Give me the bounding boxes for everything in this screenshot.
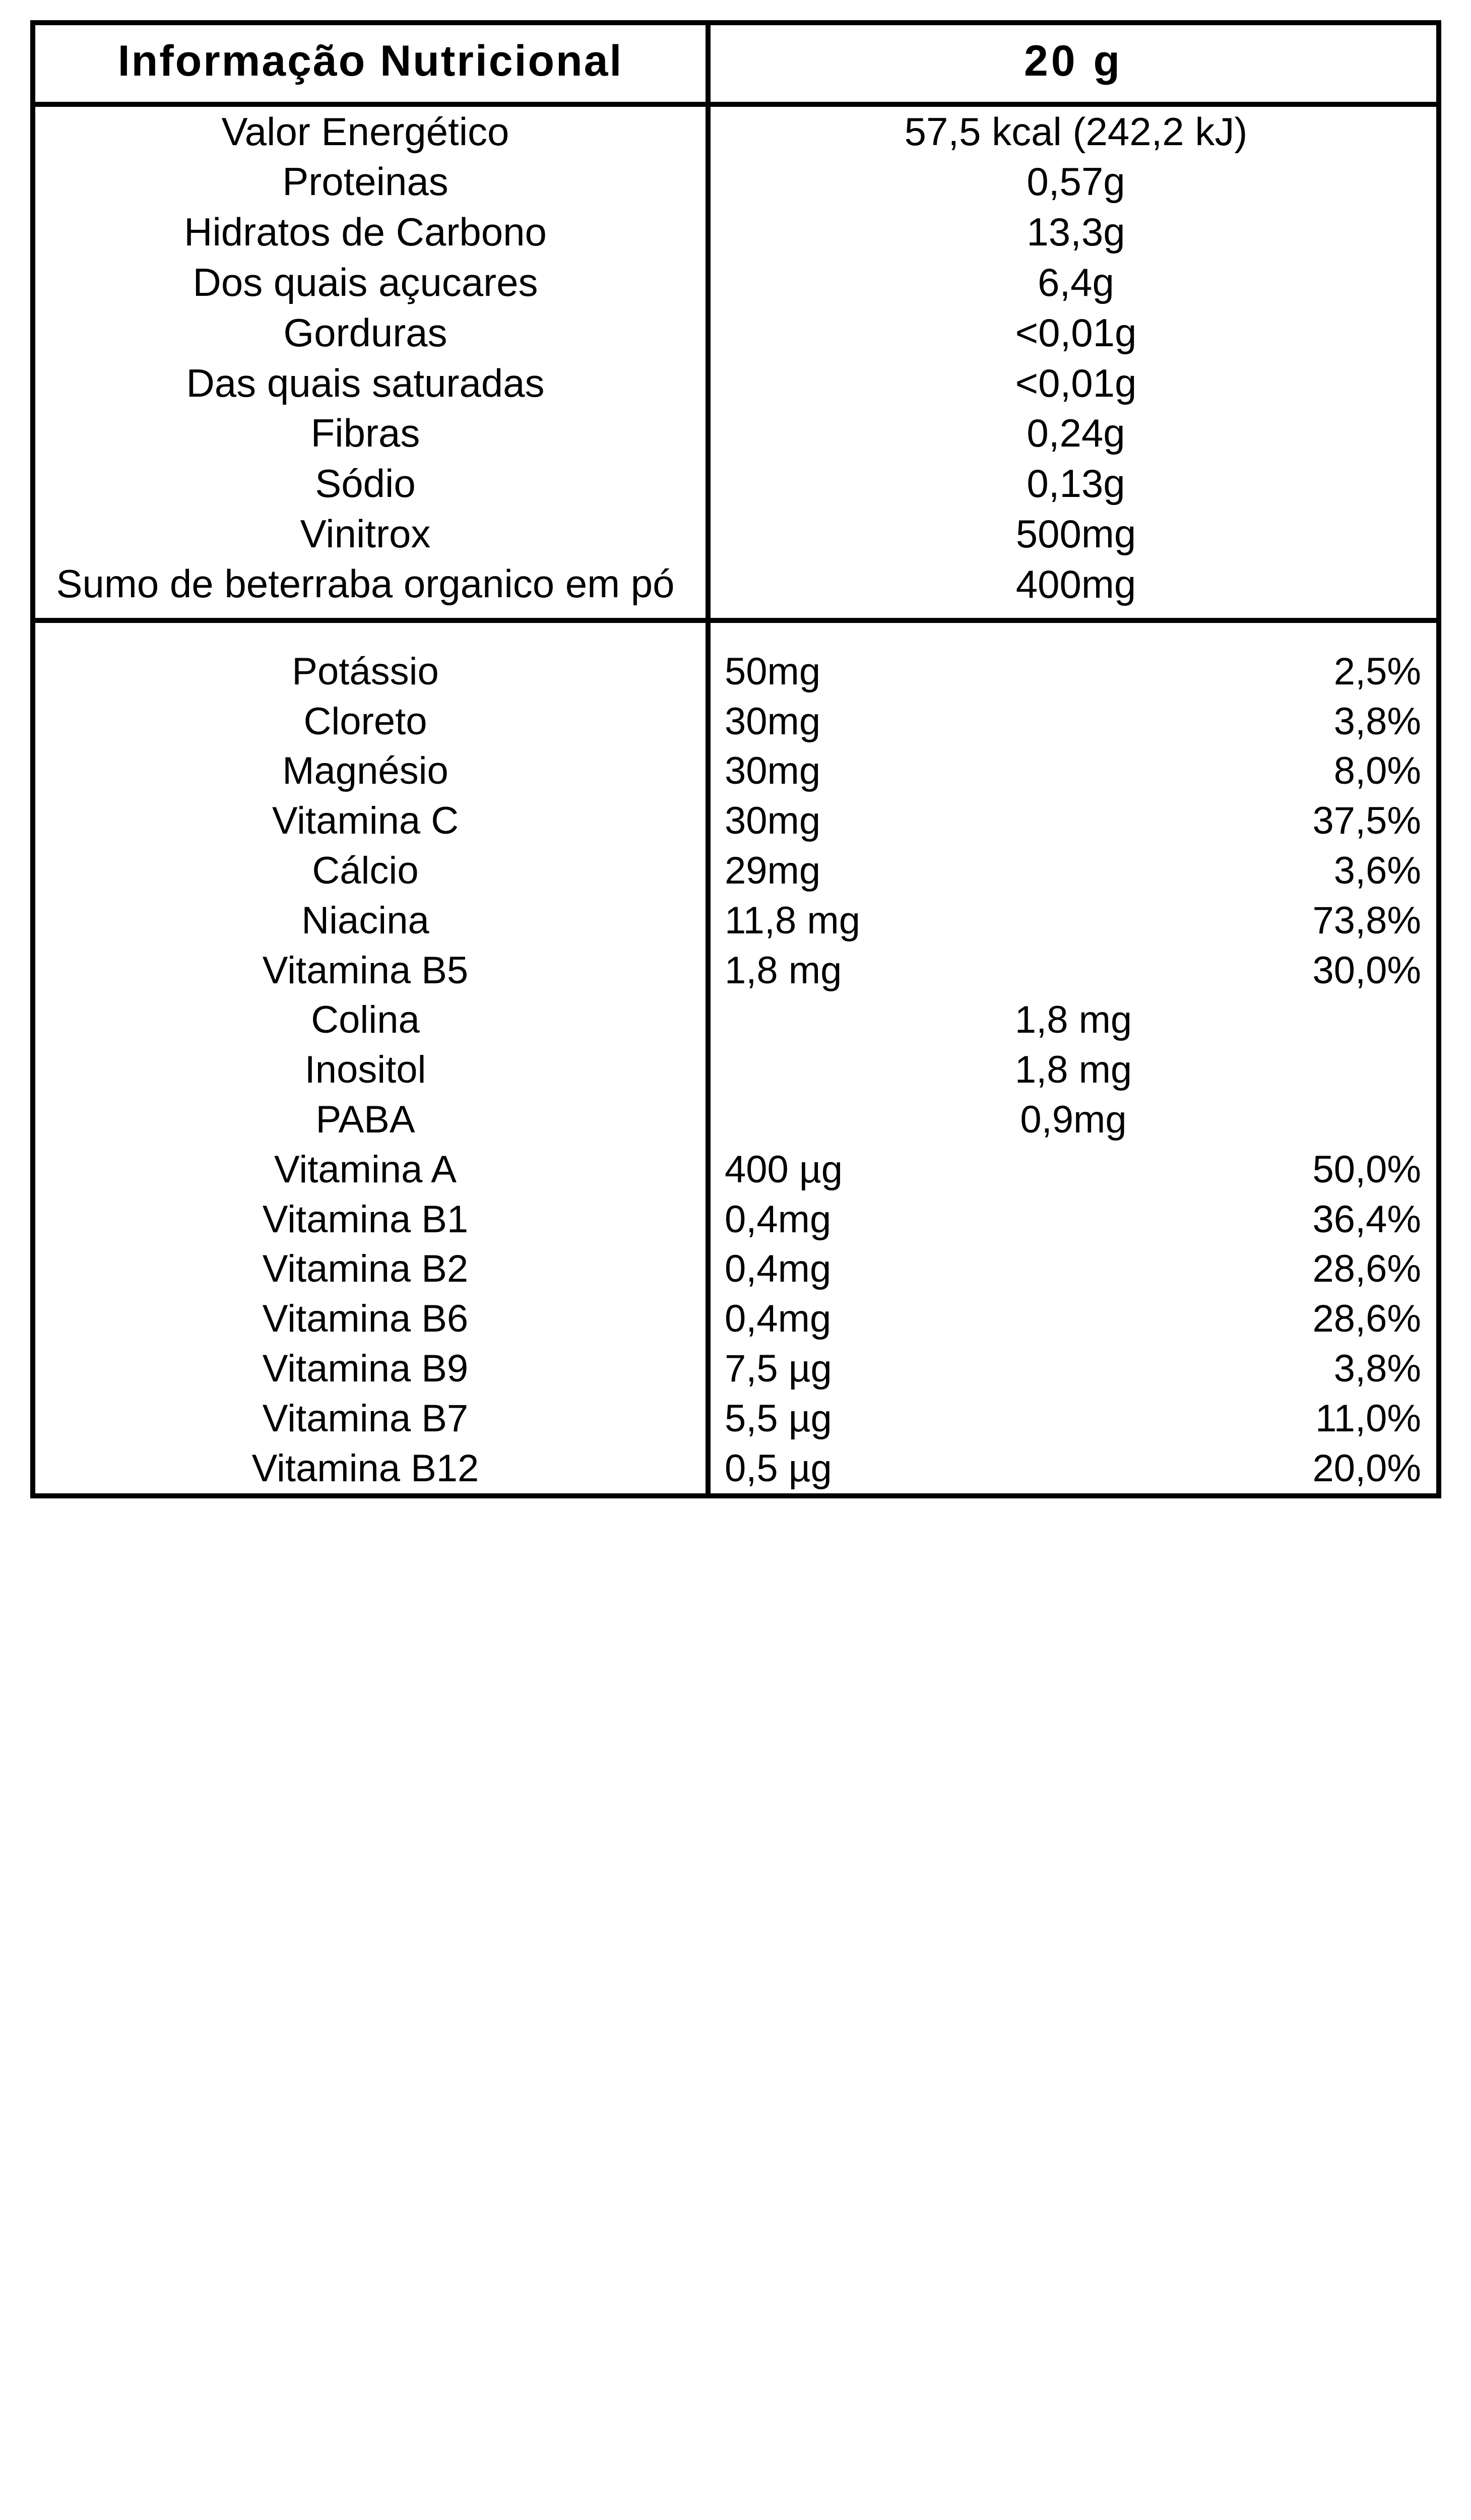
- table-row: [33, 746, 1439, 796]
- nutrient-value: 13,3g: [1027, 210, 1125, 255]
- nutrient-value: 1,8 mg: [1014, 1048, 1132, 1092]
- nutrient-value: 400 µg: [725, 1148, 843, 1191]
- spacer-left: [33, 620, 708, 647]
- section-spacer: [33, 620, 1439, 647]
- table-row: [33, 358, 1439, 409]
- nutrient-value: <0,01g: [1015, 360, 1137, 405]
- nutrition-facts-table: [30, 20, 1441, 1498]
- nutrient-daily-percent: 28,6%: [1312, 1297, 1421, 1341]
- nutrient-daily-percent: 20,0%: [1312, 1446, 1421, 1490]
- nutrient-daily-percent: 30,0%: [1312, 949, 1421, 992]
- nutrient-name: Niacina: [33, 896, 708, 946]
- nutrient-value: 0,4mg: [725, 1247, 832, 1291]
- table-row: [33, 1045, 1439, 1095]
- nutrient-name: Vitamina A: [33, 1145, 708, 1195]
- nutrient-name: Dos quais açucares: [33, 258, 708, 308]
- nutrient-value: 11,8 mg: [725, 899, 860, 942]
- nutrient-value: 57,5 kcal (242,2 kJ): [904, 109, 1248, 154]
- nutrient-name: Vitamina B6: [33, 1294, 708, 1344]
- nutrient-name: Inositol: [33, 1045, 708, 1095]
- nutrient-daily-percent: 3,8%: [1333, 1347, 1421, 1390]
- nutrient-value: 0,4mg: [725, 1297, 832, 1341]
- table-row: [33, 207, 1439, 258]
- nutrient-name: Vitamina B9: [33, 1344, 708, 1394]
- nutrient-name: Fibras: [33, 408, 708, 459]
- nutrient-name: Potássio: [33, 647, 708, 697]
- nutrient-value: 0,13g: [1027, 461, 1125, 506]
- table-row: [33, 559, 1439, 610]
- table-header-row: [33, 23, 1439, 104]
- nutrient-daily-percent: 50,0%: [1312, 1148, 1421, 1191]
- nutrient-value: 0,9mg: [1020, 1098, 1127, 1141]
- nutrient-value: 0,57g: [1027, 159, 1125, 204]
- nutrient-value: 30mg: [725, 749, 821, 793]
- nutrient-name: Gorduras: [33, 308, 708, 358]
- table-row: [33, 896, 1439, 946]
- nutrient-value: 30mg: [725, 799, 821, 843]
- nutrient-name: Das quais saturadas: [33, 358, 708, 409]
- table-row: [33, 1145, 1439, 1195]
- divider-right: [708, 610, 1439, 620]
- table-row: [33, 1244, 1439, 1294]
- nutrient-daily-percent: 3,6%: [1333, 849, 1421, 892]
- nutrient-name: Hidratos de Carbono: [33, 207, 708, 258]
- table-row: [33, 308, 1439, 358]
- nutrient-value: <0,01g: [1015, 310, 1137, 355]
- nutrient-name: PABA: [33, 1095, 708, 1145]
- table-row: [33, 1444, 1439, 1496]
- table-row: [33, 509, 1439, 559]
- nutrient-value: 7,5 µg: [725, 1347, 832, 1390]
- nutrient-name: Cloreto: [33, 697, 708, 747]
- table-row: [33, 995, 1439, 1045]
- spacer-right: [708, 620, 1439, 647]
- nutrient-daily-percent: 36,4%: [1312, 1198, 1421, 1241]
- nutrient-name: Proteinas: [33, 157, 708, 207]
- divider-left: [33, 610, 708, 620]
- nutrient-value: 6,4g: [1038, 260, 1114, 304]
- nutrient-daily-percent: 2,5%: [1333, 650, 1421, 693]
- table-row: [33, 258, 1439, 308]
- nutrient-name: Sódio: [33, 459, 708, 509]
- nutrient-name: Vitamina B5: [33, 946, 708, 996]
- nutrient-name: Cálcio: [33, 846, 708, 896]
- nutrient-value: 0,4mg: [725, 1198, 832, 1241]
- nutrient-value: 0,5 µg: [725, 1446, 832, 1490]
- nutrient-name: Sumo de beterraba organico em pó: [33, 559, 708, 610]
- table-row: [33, 104, 1439, 157]
- nutrient-daily-percent: 28,6%: [1312, 1247, 1421, 1291]
- nutrient-value: 30mg: [725, 700, 821, 743]
- table-row: [33, 796, 1439, 846]
- nutrient-daily-percent: 3,8%: [1333, 700, 1421, 743]
- section-divider: [33, 610, 1439, 620]
- nutrient-daily-percent: 73,8%: [1312, 899, 1421, 942]
- table-row: [33, 408, 1439, 459]
- header-title: Informação Nutricional: [33, 23, 708, 104]
- table-row: [33, 1195, 1439, 1245]
- nutrient-value: 400mg: [1015, 561, 1136, 606]
- nutrient-daily-percent: 8,0%: [1333, 749, 1421, 793]
- nutrient-value: 50mg: [725, 650, 821, 693]
- table-row: [33, 846, 1439, 896]
- table-row: [33, 157, 1439, 207]
- table-row: [33, 1394, 1439, 1444]
- table-row: [33, 1095, 1439, 1145]
- table-row: [33, 697, 1439, 747]
- nutrient-value: 29mg: [725, 849, 821, 892]
- nutrient-name: Vitamina B7: [33, 1394, 708, 1444]
- nutrient-name: Vitamina B12: [33, 1444, 708, 1496]
- nutrient-value: 1,8 mg: [1014, 998, 1132, 1042]
- table-row: [33, 1294, 1439, 1344]
- header-serving-size: 20 g: [708, 23, 1439, 104]
- table-row: [33, 1344, 1439, 1394]
- table-row: [33, 459, 1439, 509]
- nutrient-daily-percent: 37,5%: [1312, 799, 1421, 843]
- nutrient-name: Vinitrox: [33, 509, 708, 559]
- nutrient-name: Colina: [33, 995, 708, 1045]
- nutrient-name: Vitamina C: [33, 796, 708, 846]
- nutrient-value: 500mg: [1015, 512, 1136, 556]
- table-row: [33, 946, 1439, 996]
- nutrient-name: Magnésio: [33, 746, 708, 796]
- nutrient-value: 1,8 mg: [725, 949, 842, 992]
- nutrient-value: 5,5 µg: [725, 1397, 832, 1440]
- nutrient-name: Vitamina B1: [33, 1195, 708, 1245]
- nutrient-value: 0,24g: [1027, 411, 1125, 456]
- nutrient-name: Valor Energético: [33, 104, 708, 157]
- table-row: [33, 647, 1439, 697]
- nutrient-name: Vitamina B2: [33, 1244, 708, 1294]
- nutrient-daily-percent: 11,0%: [1315, 1397, 1421, 1440]
